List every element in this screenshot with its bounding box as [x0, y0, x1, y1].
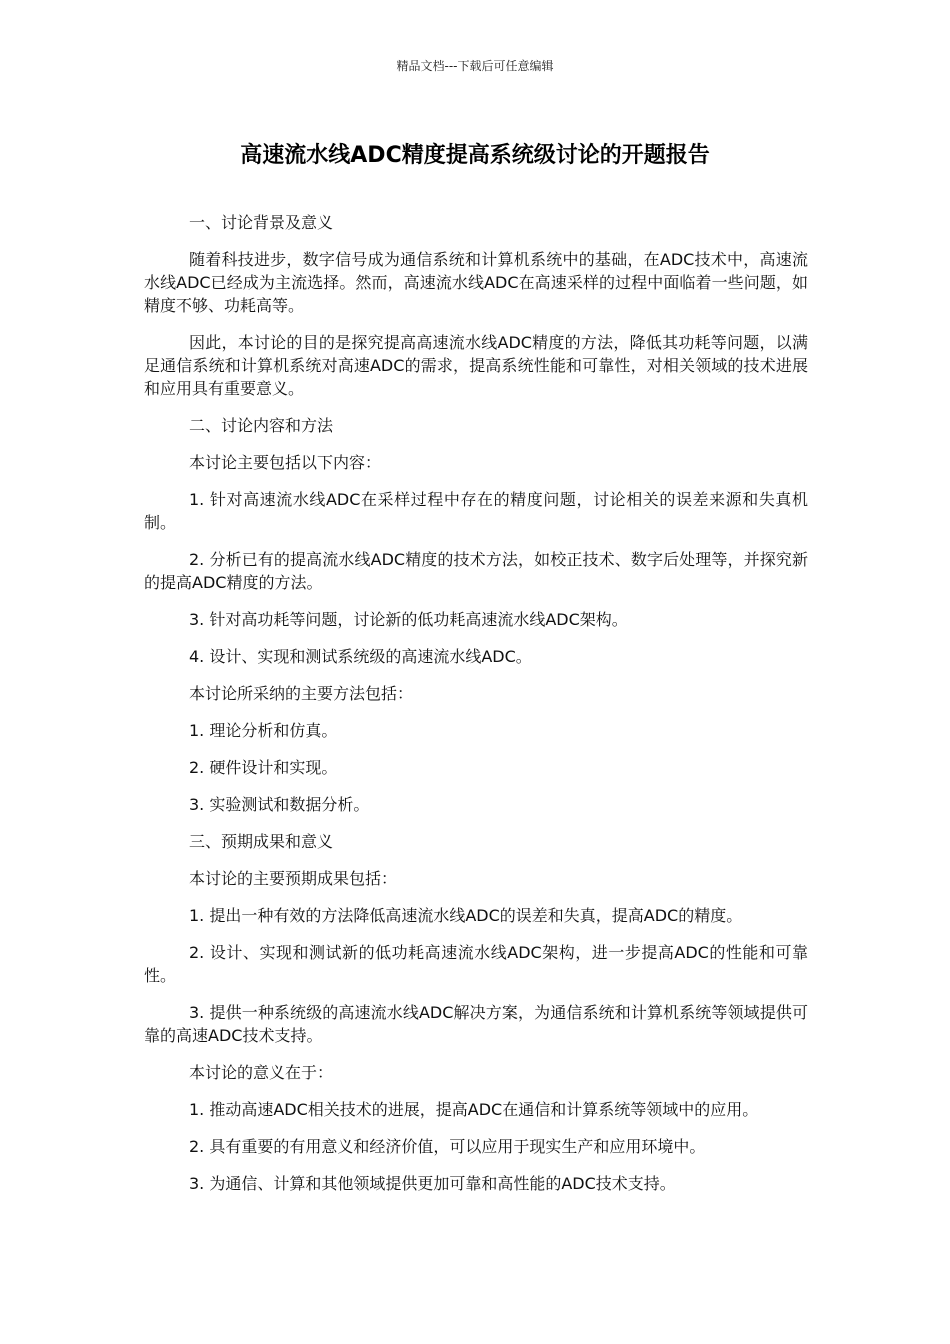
- outcome-item-3: 3. 提供一种系统级的高速流水线ADC解决方案，为通信系统和计算机系统等领域提供可靠的高速ADC技术支持。: [144, 1003, 808, 1045]
- paragraph-outcomes-intro: 本讨论的主要预期成果包括：: [189, 869, 398, 888]
- document-body: [144, 211, 808, 1209]
- content-item-2: 2. 分析已有的提高流水线ADC精度的技术方法，如校正技术、数字后处理等，并探究新的提高ADC精度的方法。: [144, 550, 808, 592]
- page-header: 精品文档---下载后可任意编辑: [396, 59, 554, 73]
- section-heading-content-method: 二、讨论内容和方法: [189, 416, 334, 435]
- method-item-2: 2. 硬件设计和实现。: [189, 758, 338, 777]
- paragraph-method-intro: 本讨论所采纳的主要方法包括：: [189, 684, 414, 703]
- content-item-4: 4. 设计、实现和测试系统级的高速流水线ADC。: [189, 647, 532, 666]
- document-title: 高速流水线ADC精度提高系统级讨论的开题报告: [240, 143, 710, 168]
- section-heading-background: 一、讨论背景及意义: [189, 213, 334, 232]
- outcome-item-2: 2. 设计、实现和测试新的低功耗高速流水线ADC架构，进一步提高ADC的性能和可靠性。: [144, 943, 808, 985]
- significance-item-1: 1. 推动高速ADC相关技术的进展，提高ADC在通信和计算系统等领域中的应用。: [189, 1100, 759, 1119]
- section-heading-outcomes: 三、预期成果和意义: [189, 832, 334, 851]
- paragraph-significance-intro: 本讨论的意义在于：: [189, 1063, 334, 1082]
- significance-item-3: 3. 为通信、计算和其他领域提供更加可靠和高性能的ADC技术支持。: [189, 1174, 676, 1193]
- paragraph-content-intro: 本讨论主要包括以下内容：: [189, 453, 382, 472]
- outcome-item-1: 1. 提出一种有效的方法降低高速流水线ADC的误差和失真，提高ADC的精度。: [189, 906, 743, 925]
- content-item-1: 1. 针对高速流水线ADC在采样过程中存在的精度问题，讨论相关的误差来源和失真机制。: [144, 490, 808, 532]
- content-item-3: 3. 针对高功耗等问题，讨论新的低功耗高速流水线ADC架构。: [189, 610, 628, 629]
- significance-item-2: 2. 具有重要的有用意义和经济价值，可以应用于现实生产和应用环境中。: [189, 1137, 706, 1156]
- paragraph-background: 随着科技进步，数字信号成为通信系统和计算机系统中的基础，在ADC技术中，高速流水线ADC已经成为主流选择。然而，高速流水线ADC在高速采样的过程中面临着一些问题，如精度不够、功耗高等。: [144, 250, 808, 315]
- paragraph-purpose: 因此，本讨论的目的是探究提高高速流水线ADC精度的方法，降低其功耗等问题，以满足通信系统和计算机系统对高速ADC的需求，提高系统性能和可靠性，对相关领域的技术进展和应用具有重要意义。: [144, 333, 808, 398]
- method-item-1: 1. 理论分析和仿真。: [189, 721, 338, 740]
- method-item-3: 3. 实验测试和数据分析。: [189, 795, 370, 814]
